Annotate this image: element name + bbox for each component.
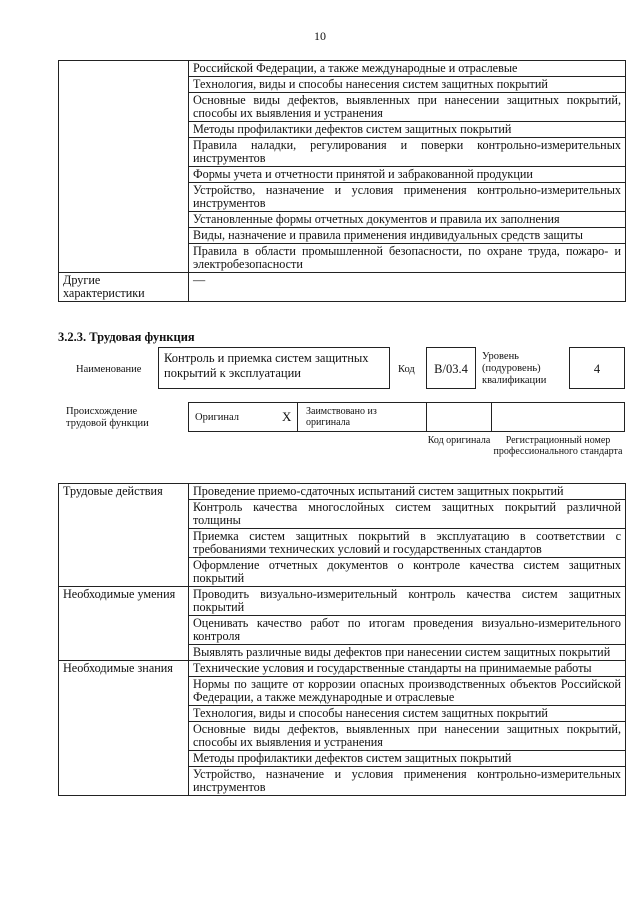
labor-actions-label: Трудовые действия bbox=[59, 484, 189, 587]
table-row: Виды, назначение и правила применения индивидуальных средств защиты bbox=[189, 228, 626, 244]
level-label: Уровень (подуровень) квалификации bbox=[482, 351, 547, 386]
table-row: Оценивать качество работ по итогам проведения визуально-измерительного контроля bbox=[189, 616, 626, 645]
origin-label: Происхождение трудовой функции bbox=[66, 406, 149, 429]
other-characteristics-label: Другие характеристики bbox=[59, 273, 189, 302]
skills-label: Необходимые умения bbox=[59, 587, 189, 661]
table-row: Методы профилактики дефектов систем защитных покрытий bbox=[189, 122, 626, 138]
function-name-box bbox=[158, 347, 390, 389]
function-name-value: Контроль и приемка систем защитных покрытий к эксплуатации bbox=[164, 351, 369, 380]
code-value: B/03.4 bbox=[434, 362, 468, 376]
reg-number-label: Регистрационный номер профессионального стандарта bbox=[493, 435, 623, 457]
level-value: 4 bbox=[593, 362, 601, 376]
page-number: 10 bbox=[314, 29, 326, 43]
name-label: Наименование bbox=[76, 364, 142, 375]
table-row: Нормы по защите от коррозии опасных производственных объектов Российской Федерации, а также международные и отраслевые bbox=[189, 677, 626, 706]
table-row: Правила в области промышленной безопасности, по охране труда, пожаро- и электробезопасности bbox=[189, 244, 626, 273]
table-row: Выявлять различные виды дефектов при нанесении систем защитных покрытий bbox=[189, 645, 626, 661]
table-row: Российской Федерации, а также международные и отраслевые bbox=[189, 61, 626, 77]
table-row: Оформление отчетных документов о контроле качества систем защитных покрытий bbox=[189, 558, 626, 587]
knowledge-label: Необходимые знания bbox=[59, 661, 189, 796]
table-row: Формы учета и отчетности принятой и забракованной продукции bbox=[189, 167, 626, 183]
table-row: Устройство, назначение и условия применения контрольно-измерительных инструментов bbox=[189, 767, 626, 796]
table-row: Технология, виды и способы нанесения систем защитных покрытий bbox=[189, 706, 626, 722]
labor-function-table bbox=[58, 483, 626, 796]
section-heading: 3.2.3. Трудовая функция bbox=[58, 330, 195, 344]
code-label: Код bbox=[398, 364, 415, 375]
table-row: Технология, виды и способы нанесения систем защитных покрытий bbox=[189, 77, 626, 93]
reg-number-box bbox=[491, 402, 625, 432]
other-characteristics-value: — bbox=[189, 273, 626, 302]
table-row: Проводить визуально-измерительный контроль качества систем защитных покрытий bbox=[189, 587, 626, 616]
code-original-label: Код оригинала bbox=[427, 435, 491, 446]
knowledge-continuation-table bbox=[58, 60, 626, 302]
table-row: Основные виды дефектов, выявленных при нанесении защитных покрытий, способы их выявления и устранения bbox=[189, 93, 626, 122]
table-row: Правила наладки, регулирования и поверки контрольно-измерительных инструментов bbox=[189, 138, 626, 167]
table-row: Основные виды дефектов, выявленных при нанесении защитных покрытий, способы их выявления и устранения bbox=[189, 722, 626, 751]
code-box bbox=[426, 347, 476, 389]
code-original-box bbox=[426, 402, 492, 432]
borrowed-label: Заимствовано из оригинала bbox=[306, 406, 377, 428]
table-row: Проведение приемо-сдаточных испытаний систем защитных покрытий bbox=[189, 484, 626, 500]
table-row: Контроль качества многослойных систем защитных покрытий различной толщины bbox=[189, 500, 626, 529]
table-row: Устройство, назначение и условия применения контрольно-измерительных инструментов bbox=[189, 183, 626, 212]
borrowed-box bbox=[297, 402, 427, 432]
table-row: Приемка систем защитных покрытий в эксплуатацию в соответствии с требованиями технических условий и государственных стандартов bbox=[189, 529, 626, 558]
table-row: Методы профилактики дефектов систем защитных покрытий bbox=[189, 751, 626, 767]
original-box bbox=[188, 402, 298, 432]
empty-label-cell bbox=[59, 61, 189, 273]
original-mark: X bbox=[282, 409, 292, 424]
table-row: Установленные формы отчетных документов и правила их заполнения bbox=[189, 212, 626, 228]
table-row: Технические условия и государственные стандарты на принимаемые работы bbox=[189, 661, 626, 677]
level-box bbox=[569, 347, 625, 389]
original-label: Оригинал bbox=[195, 412, 239, 423]
